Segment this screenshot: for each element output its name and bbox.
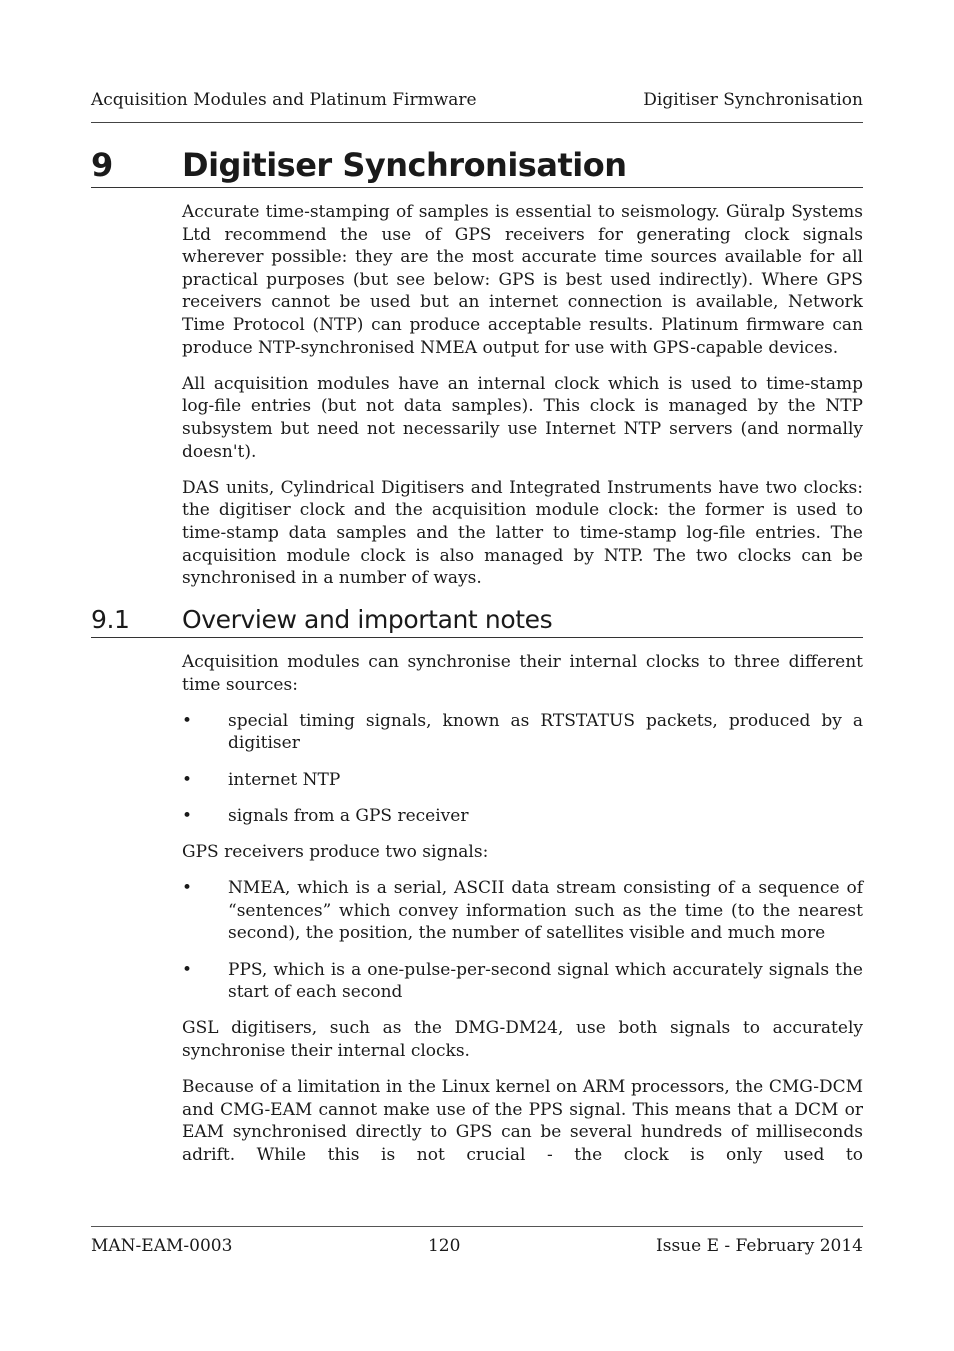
header-left: Acquisition Modules and Platinum Firmware <box>91 90 477 110</box>
footer-rule <box>91 1226 863 1227</box>
section-heading <box>91 144 863 188</box>
footer-issue: Issue E - February 2014 <box>656 1236 863 1256</box>
bullet-mark: • <box>182 769 193 790</box>
paragraph: DAS units, Cylindrical Digitisers and Integrated Instruments have two clocks: the digitiser clock and the acquisition module clock: the former is used to time-stamp data samples and the latter to time-stamp log-file entries. The acquisition module clock is also managed by NTP. The two clocks can be synchronised in a number of ways. <box>182 477 863 589</box>
bullet-mark: • <box>182 805 193 826</box>
section-title: Digitiser Synchronisation <box>182 146 627 184</box>
section-body <box>182 201 863 603</box>
paragraph: GPS receivers produce two signals: <box>182 841 489 862</box>
paragraph: Accurate time-stamping of samples is essential to seismology. Güralp Systems Ltd recommend the use of GPS receivers for generating clock signals wherever possible: they are the most accurate time sources available for all practical purposes (but see below: GPS is best used indirectly). Where GPS receivers cannot be used but an internet connection is available, Network Time Protocol (NTP) can produce acceptable results. Platinum firmware can produce NTP-synchronised NMEA output for use with GPS-capable devices. <box>182 202 863 358</box>
list-item <box>182 877 863 945</box>
bullet-mark: • <box>182 878 193 899</box>
subsection-title: Overview and important notes <box>182 605 553 634</box>
list-item <box>182 769 863 792</box>
bullet-mark: • <box>182 959 193 980</box>
list-item-text: PPS, which is a one-pulse-per-second signal which accurately signals the start of each second <box>228 959 863 1003</box>
footer-doc-id: MAN-EAM-0003 <box>91 1236 233 1256</box>
running-header <box>91 90 863 110</box>
list-item <box>182 959 863 1004</box>
list-item-text: NMEA, which is a serial, ASCII data stream consisting of a sequence of “sentences” which convey information such as the time (to the nearest second), the position, the number of satellites visible and much more <box>228 878 863 944</box>
list-item <box>182 805 863 828</box>
section-number: 9 <box>91 146 113 184</box>
header-rule <box>91 122 863 123</box>
list-item-text: signals from a GPS receiver <box>228 805 469 826</box>
running-footer <box>91 1236 863 1256</box>
list-item-text: internet NTP <box>228 769 341 790</box>
subsection-heading <box>91 603 863 638</box>
page-number: 120 <box>427 1236 461 1256</box>
bullet-mark: • <box>182 710 193 731</box>
paragraph: Because of a limitation in the Linux kernel on ARM processors, the CMG-DCM and CMG-EAM cannot make use of the PPS signal. This means that a DCM or EAM synchronised directly to GPS can be several hundreds of milliseconds adrift. While this is not crucial - the clock is only used to <box>182 1077 863 1165</box>
header-right: Digitiser Synchronisation <box>643 90 863 110</box>
list-item-text: special timing signals, known as RTSTATUS packets, produced by a digitiser <box>228 710 863 754</box>
paragraph: Acquisition modules can synchronise their internal clocks to three different time sources: <box>182 652 863 695</box>
subsection-number: 9.1 <box>91 605 130 634</box>
paragraph: GSL digitisers, such as the DMG-DM24, use both signals to accurately synchronise their internal clocks. <box>182 1018 863 1061</box>
subsection-body <box>182 651 863 1180</box>
list-item <box>182 710 863 755</box>
paragraph: All acquisition modules have an internal clock which is used to time-stamp log-file entries (but not data samples). This clock is managed by the NTP subsystem but need not necessarily use Internet NTP servers (and normally doesn't). <box>182 373 863 462</box>
